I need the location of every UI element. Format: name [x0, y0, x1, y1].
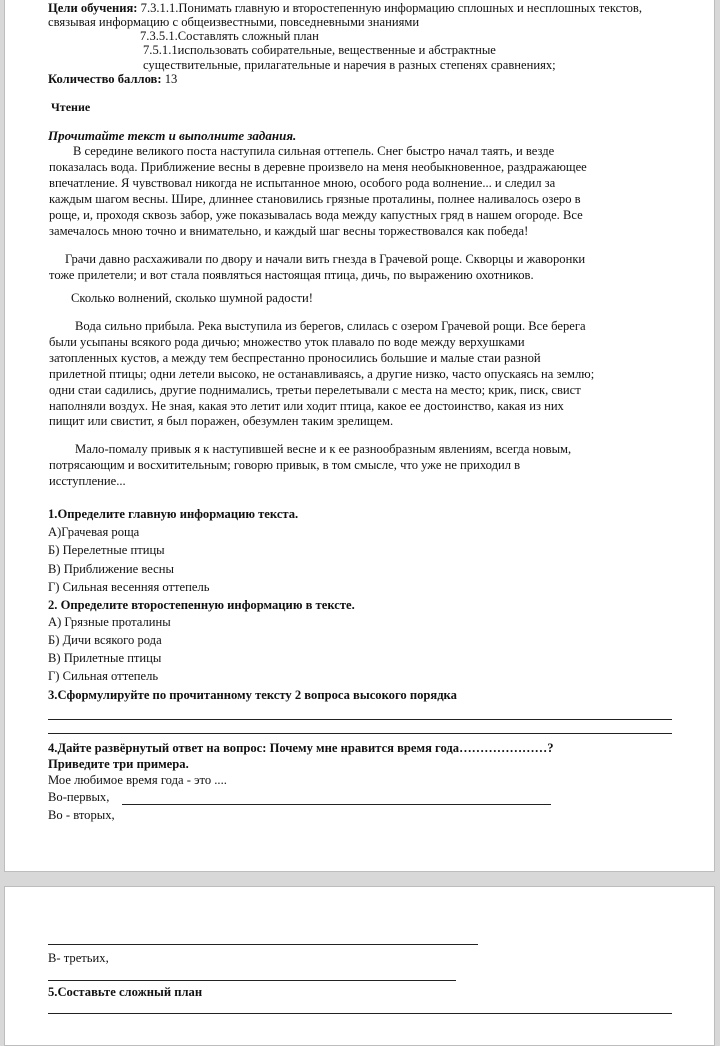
q4-first: Во-первых, [48, 790, 110, 804]
q1-option-b: Б) Перелетные птицы [48, 543, 165, 557]
answer-line [122, 804, 551, 805]
answer-line [48, 944, 478, 945]
q1-option-d: Г) Сильная весенняя оттепель [48, 580, 210, 594]
paragraph-4 [49, 319, 671, 430]
q2-option-d: Г) Сильная оттепель [48, 669, 159, 683]
question-1-title: 1.Определите главную информацию текста. [48, 507, 299, 521]
p4-line: наполняли воздух. Не зная, какая это летит или ходит птица, какое ее достоинство, какая из них [49, 398, 564, 413]
p5-line: Мало-помалу привык я к наступившей весне и к ее разнообразным явлениям, всегда новым, [75, 442, 572, 456]
q1-option-c: В) Приближение весны [48, 562, 174, 576]
p5-line: исступление... [49, 473, 126, 488]
question-3-title: 3.Сформулируйте по прочитанному тексту 2 вопроса высокого порядка [48, 688, 457, 702]
q2-option-b: Б) Дичи всякого рода [48, 633, 162, 647]
p4-line: были усыпаны всякого рода дичью; множество уток плавало по воде между верхушками [49, 334, 525, 349]
p4-line: затопленных кустов, а между тем беспрестанно проносились большие и малые стаи разной [49, 350, 541, 365]
goal-2: 7.3.5.1.Составлять сложный план [140, 29, 319, 43]
p3-line: Сколько волнений, сколько шумной радости! [71, 291, 313, 305]
answer-line [48, 719, 672, 720]
answer-line [48, 1013, 672, 1014]
goals-line-1 [48, 1, 642, 15]
p1-line: В середине великого поста наступила сильная оттепель. Снег быстро начал таять, и везде [73, 144, 555, 158]
instruction: Прочитайте текст и выполните задания. [48, 128, 297, 143]
p1-line: роще, и, проходя сквозь забор, уже показывалась вода между капустных гряд в нашем огороде. Все [49, 207, 583, 222]
question-4-subtitle: Приведите три примера. [48, 757, 189, 771]
goals-label: Цели обучения: [48, 1, 138, 15]
goal-3a: 7.5.1.1использовать собирательные, вещественные и абстрактные [143, 43, 496, 57]
q4-second: Во - вторых, [48, 808, 115, 822]
points-label: Количество баллов: [48, 72, 162, 86]
question-5-title: 5.Составьте сложный план [48, 985, 203, 999]
paragraph-1 [49, 144, 671, 239]
p1-line: каждым шагом весны. Шире, длиннее становились грязные проталины, полнее наливалось озеро в [49, 191, 581, 206]
goal-1b: связывая информацию с общеизвестными, повседневными знаниями [48, 15, 420, 29]
p4-line: Вода сильно прибыла. Река выступила из берегов, слилась с озером Грачевой рощи. Все берега [75, 319, 586, 333]
goal-3b: существительные, прилагательные и наречия в разных степенях сравнениях; [143, 58, 556, 72]
question-2-title: 2. Определите второстепенную информацию в тексте. [48, 598, 355, 612]
p1-line: показалась вода. Приближение весны в деревне произвело на меня необыкновенное, раздражающее [49, 159, 587, 174]
document-page-2 [4, 886, 715, 1046]
p5-line: потрясающим и восхитительным; говорю привык, в том смысле, что уже не приходил в [49, 457, 521, 472]
q4-third: В- третьих, [48, 951, 109, 965]
p4-line: одни стаи садились, другие поднимались, третьи перелетывали с места на место; крик, писк, свист [49, 382, 581, 397]
q2-option-c: В) Прилетные птицы [48, 651, 162, 665]
q1-option-a: А)Грачевая роща [48, 525, 140, 539]
p2-line: тоже прилетели; и вот стала появляться настоящая птица, дичь, по выражению охотников. [49, 267, 534, 282]
goal-1a: 7.3.1.1.Понимать главную и второстепенную информацию сплошных и несплошных текстов, [140, 1, 642, 15]
document-page-1 [4, 0, 715, 872]
p4-line: пищит или свистит, я был поражен, обезумлен таким зрелищем. [49, 414, 394, 429]
paragraph-5 [49, 442, 671, 490]
answer-line [48, 733, 672, 734]
p1-line: замечалось мною точно и внимательно, и каждый шаг весны торжествовался как победа! [49, 223, 529, 238]
p1-line: впечатление. Я чувствовал никогда не испытанное мною, особого рода волнение... и следил за [49, 175, 556, 190]
section-title: Чтение [51, 100, 91, 114]
p2-line: Грачи давно расхаживали по двору и начали вить гнезда в Грачевой роще. Скворцы и жаворонки [65, 252, 586, 266]
q2-option-a: А) Грязные проталины [48, 615, 171, 629]
q4-favorite-season: Мое любимое время года - это .... [48, 773, 227, 787]
points-value: 13 [164, 72, 178, 86]
question-4-title: 4.Дайте развёрнутый ответ на вопрос: Почему мне нравится время года…………………? [48, 741, 554, 755]
p4-line: прилетной птицы; одни летели высоко, не останавливаясь, а другие низко, часто опускаясь на землю; [49, 366, 595, 381]
paragraph-3 [49, 291, 671, 307]
answer-line [48, 980, 456, 981]
paragraph-2 [49, 252, 671, 284]
points-line [48, 72, 177, 86]
